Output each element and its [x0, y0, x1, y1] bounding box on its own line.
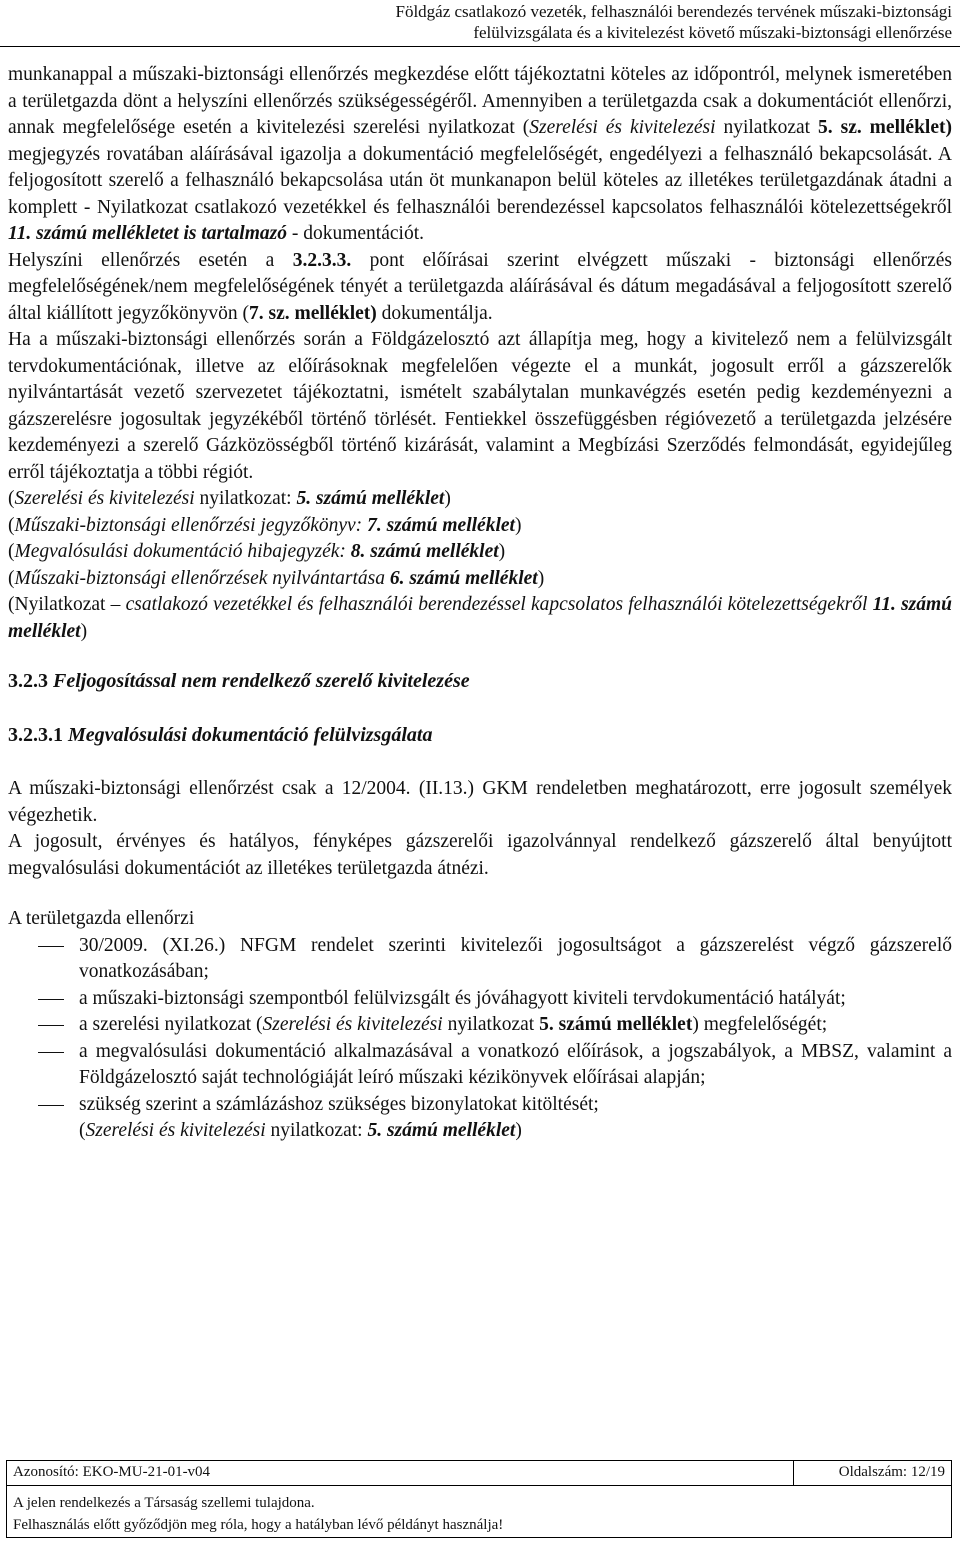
text-bold-italic: 6. számú melléklet [389, 567, 538, 589]
text-bold-italic: 11. számú mellékletet is tartalmazó [8, 223, 287, 244]
text-bold: 5. sz. melléklet) [818, 117, 952, 138]
list-item-text: 30/2009. (XI.26.) NFGM rendelet szerinti kivitelezői jogosultságot a gázszerelést végző gázszerelő vonatkozásában; [79, 934, 952, 982]
heading-number: 3.2.3 [8, 670, 48, 692]
heading-title: Megvalósulási dokumentáció felülvizsgálata [68, 724, 433, 746]
text-italic: Megvalósulási dokumentáció hibajegyzék: [14, 541, 346, 562]
text-bold: 5. számú melléklet [539, 1014, 693, 1035]
text-italic: Szerelési és kivitelezési [529, 117, 716, 138]
paragraph-3: Ha a műszaki-biztonsági ellenőrzés során a Földgázelosztó azt állapítja meg, hogy a kivitelező nem a felülvizsgált tervdokumentációnak, illetve az előírásoknak megfelelően végezte el a munkát, jogosult erről a gázszerelők nyilvántartását vezető szervezetet tájékoztatni, ismételt szabálytalan munkavégzés esetén pedig kezdeményezni a gázszerelésre jogosultak jegyzékéből történő törlését. Fentiekkel összefüggésben régióvezető a területgazda jelzésére kezdeményezi a szerelő Gázközösségből történő kizárását, valamint a Megbízási Szerződés felmondását, egyidejűleg erről tájékoztatja a többi régiót. [8, 329, 952, 483]
header-title-line1: Földgáz csatlakozó vezeték, felhasználói berendezés tervének műszaki-biztonsági [395, 2, 952, 21]
reference-line-4 [8, 566, 952, 593]
text-italic: csatlakozó vezetékkel és felhasználói berendezéssel kapcsolatos felhasználói kötelezettségekről [125, 594, 868, 615]
footer-notice-line2: Felhasználás előtt győződjön meg róla, hogy a hatályban lévő példányt használja! [13, 1517, 504, 1533]
list-item [8, 1092, 952, 1145]
list-item-text: a szerelési nyilatkozat ( [79, 1014, 263, 1035]
heading-number: 3.2.3.1 [8, 724, 63, 746]
text-italic: Műszaki-biztonsági ellenőrzési jegyzőkönyv: [14, 514, 363, 536]
page-footer [6, 1460, 952, 1538]
text: ) [514, 514, 522, 536]
text: ( [8, 514, 15, 536]
text: pont előírásai szerint elvégzett műszaki - biztonsági ellenőrzés megfelelőségének/nem megfelelőségének tényét a területgazda aláírásával és dátum megadásával a feljogosított szerelő által kiállított jegyzőkönyvön ( [8, 249, 952, 324]
section-heading-3-2-3-1 [8, 722, 952, 748]
text-italic: Szerelési és kivitelezési [85, 1120, 266, 1141]
list-item [8, 986, 952, 1013]
footer-meta-row [7, 1461, 951, 1486]
text: ( [8, 567, 15, 589]
heading-title: Feljogosítással nem rendelkező szerelő kivitelezése [53, 670, 470, 692]
text: ) [515, 1120, 522, 1141]
reference-line-5 [8, 592, 952, 645]
section-heading-3-2-3 [8, 668, 952, 694]
text: megjegyzés rovatában aláírásával igazolja a dokumentáció megfelelőségét, engedélyezi a felhasználó bekapcsolását. A feljogosított szerelő a felhasználó bekapcsolása után öt munkanapon belül köteles az illetékes területgazdának átadni a komplett - Nyilatkozat csatlakozó vezetékkel és felhasználói berendezéssel kapcsolatos felhasználói kötelezettségekről [8, 143, 952, 218]
text: dokumentálja. [376, 302, 493, 324]
header-title-line2: felülvizsgálata és a kivitelezést követő műszaki-biztonsági ellenőrzése [473, 23, 952, 42]
document-body [8, 62, 952, 1145]
text-italic: Szerelési és kivitelezési [14, 488, 195, 509]
text: nyilatkozat [715, 117, 819, 138]
text: ) [498, 541, 506, 562]
text-bold-italic: 11. számú melléklet [8, 594, 953, 642]
list-item-text: nyilatkozat [442, 1014, 540, 1035]
list-item-text: szükség szerint a számlázáshoz szükséges bizonylatokat kitöltését; [79, 1093, 599, 1115]
list-item [8, 1039, 952, 1092]
paragraph-2 [8, 248, 952, 328]
list-item-text: a megvalósulási dokumentáció alkalmazásával a vonatkozó előírások, a jogszabályok, a MBSZ, valamint a Földgázelosztó saját technológiáját leíró műszaki kézikönyvek előírásai alapján; [79, 1040, 952, 1088]
page-number: Oldalszám: 12/19 [793, 1461, 951, 1485]
text: ( [79, 1120, 86, 1141]
reference-line-3 [8, 539, 952, 566]
text-italic: Műszaki-biztonsági ellenőrzések nyilvántartása [14, 567, 385, 589]
document-id: Azonosító: EKO-MU-21-01-v04 [13, 1464, 211, 1480]
text-bold-italic: 5. számú melléklet [296, 488, 445, 509]
text: (Nyilatkozat – [8, 594, 126, 615]
text: ) [444, 488, 451, 509]
text: munkanappal a műszaki-biztonsági ellenőrzés megkezdése előtt tájékoztatni köteles az időpontról, melynek ismeretében a területgazda dönt a helyszíni ellenőrzés szükségességéről. Amennyiben a területgazda csak a dokumentációt ellenőrzi, annak megfelelősége esetén a kivitelezési szerelési nyilatkozat ( [8, 64, 952, 138]
text-bold-italic: 8. számú melléklet [350, 541, 499, 562]
text-italic: Szerelési és kivitelezési [262, 1014, 443, 1035]
list-item-text: a műszaki-biztonsági szempontból felülvizsgált és jóváhagyott kiviteli tervdokumentáció hatályát; [79, 987, 846, 1009]
list-item-text: ) megfelelőségét; [692, 1014, 828, 1035]
text: ( [8, 541, 15, 562]
text: nyilatkozat: [265, 1120, 368, 1141]
footer-notice [7, 1486, 951, 1536]
text-bold-italic: 7. számú melléklet [367, 514, 515, 536]
paragraph-1 [8, 62, 952, 248]
text: ( [8, 488, 15, 509]
text: ) [537, 567, 545, 589]
paragraph-6: A területgazda ellenőrzi [8, 908, 195, 929]
list-item [8, 1012, 952, 1039]
reference-line-1 [8, 486, 952, 513]
paragraph-4: A műszaki-biztonsági ellenőrzést csak a 12/2004. (II.13.) GKM rendeletben meghatározott, erre jogosult személyek végezhetik. [8, 778, 952, 826]
text-bold: 3.2.3.3. [292, 249, 352, 271]
text-bold: 7. sz. melléklet) [249, 302, 377, 324]
footer-notice-line1: A jelen rendelkezés a Társaság szellemi tulajdona. [13, 1495, 315, 1511]
page-header [0, 0, 960, 47]
text: nyilatkozat: [194, 488, 297, 509]
text: ) [80, 620, 88, 642]
text: Helyszíni ellenőrzés esetén a [8, 249, 293, 271]
text: - dokumentációt. [286, 223, 424, 244]
text-bold-italic: 5. számú melléklet [367, 1120, 516, 1141]
check-list [8, 933, 952, 1145]
reference-line-2 [8, 513, 952, 540]
paragraph-5: A jogosult, érvényes és hatályos, fényképes gázszerelői igazolvánnyal rendelkező gázszerelő által benyújtott megvalósulási dokumentációt az illetékes területgazda átnézi. [8, 831, 952, 879]
list-item [8, 933, 952, 986]
